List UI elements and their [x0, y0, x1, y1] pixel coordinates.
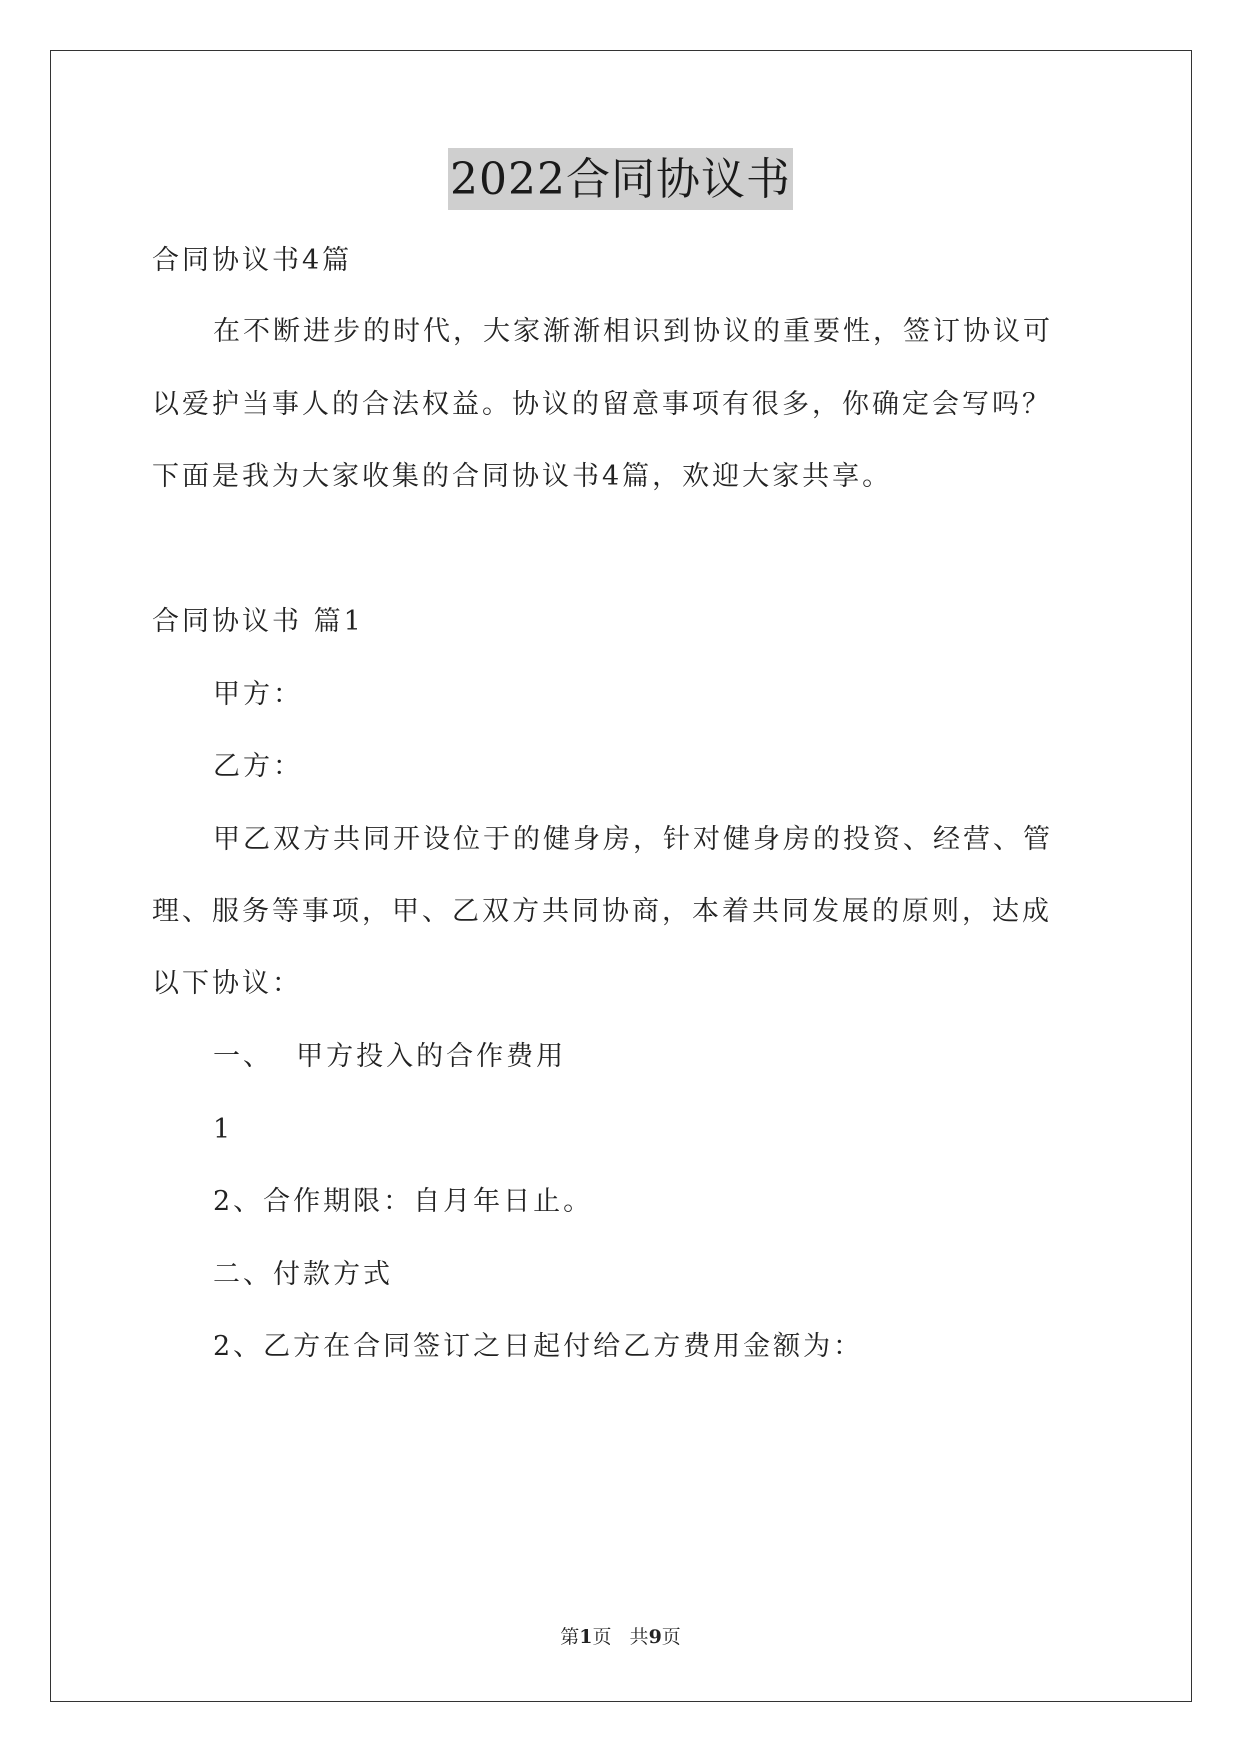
clause-item-2: 2、合作期限：自月年日止。 [213, 1186, 594, 1217]
subtitle: 合同协议书4篇 [152, 245, 353, 276]
intro-line-1: 在不断进步的时代，大家渐渐相识到协议的重要性，签订协议可 [213, 316, 1053, 347]
party-a-label: 甲方： [213, 679, 303, 710]
clause-item-3: 2、乙方在合同签订之日起付给乙方费用金额为： [213, 1331, 864, 1362]
page-border [50, 50, 1192, 1702]
section-heading: 合同协议书 篇1 [152, 606, 364, 637]
clause-2-heading: 二、付款方式 [213, 1259, 393, 1290]
paragraph-line-2: 理、服务等事项，甲、乙双方共同协商，本着共同发展的原则，达成 [152, 896, 1052, 927]
clause-item-1: 1 [213, 1114, 234, 1145]
footer-page-number: 1 [579, 1626, 593, 1648]
paragraph-line-3: 以下协议： [152, 968, 302, 999]
title-container [0, 148, 1241, 210]
party-b-label: 乙方： [213, 751, 303, 782]
intro-line-2: 以爱护当事人的合法权益。协议的留意事项有很多，你确定会写吗？ [152, 389, 1052, 420]
paragraph-line-1: 甲乙双方共同开设位于的健身房，针对健身房的投资、经营、管 [213, 824, 1053, 855]
footer-prefix: 第 [560, 1626, 580, 1648]
footer-total-pages: 9 [648, 1626, 662, 1648]
intro-line-3: 下面是我为大家收集的合同协议书4篇，欢迎大家共享。 [152, 461, 893, 492]
document-title: 2022合同协议书 [448, 148, 793, 210]
page-footer [0, 1622, 1241, 1649]
footer-mid: 页 共 [592, 1626, 649, 1648]
footer-suffix: 页 [661, 1626, 681, 1648]
clause-1-heading: 一、 甲方投入的合作费用 [213, 1041, 567, 1072]
